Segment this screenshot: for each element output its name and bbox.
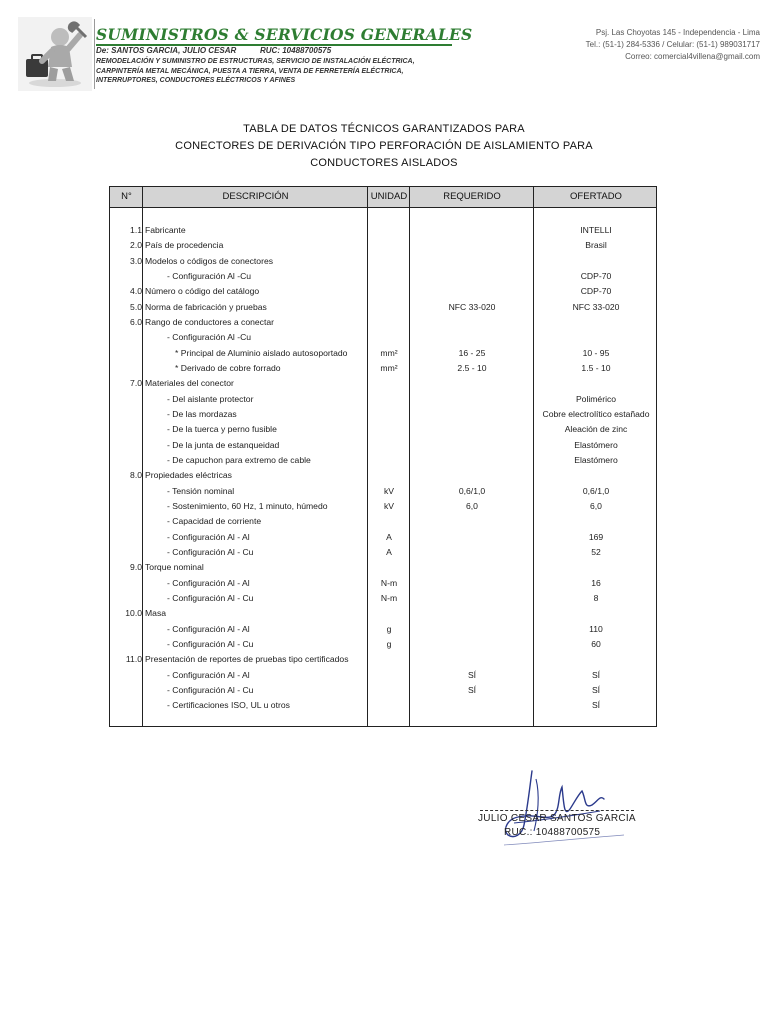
row-description: Fabricante: [145, 225, 186, 235]
table-row: [110, 530, 656, 545]
row-offered: Cobre electrolítico estañado: [542, 408, 650, 419]
row-description: Modelos o códigos de conectores: [145, 255, 274, 266]
title-line-2: CONECTORES DE DERIVACIÓN TIPO PERFORACIÓN DE AISLAMIENTO PARA: [175, 140, 593, 152]
title-line-1: TABLA DE DATOS TÉCNICOS GARANTIZADOS PARA: [243, 123, 525, 135]
row-unit: kV: [383, 500, 395, 511]
row-offered: 52: [591, 546, 601, 557]
row-number: 9.0: [130, 562, 142, 573]
table-row: [110, 698, 656, 713]
row-description: - Del aislante protector: [167, 393, 254, 404]
row-offered: SÍ: [591, 684, 601, 695]
table-row: [110, 223, 656, 238]
header-unit: UNIDAD: [370, 191, 408, 202]
row-required: 2.5 - 10: [457, 362, 487, 373]
row-required: SÍ: [467, 669, 477, 680]
table-row: [110, 254, 656, 269]
row-description: * Principal de Aluminio aislado autosoportado: [175, 347, 348, 358]
row-offered: 10 - 95: [582, 347, 610, 358]
table-row: [110, 576, 656, 591]
table-row: [110, 407, 656, 422]
contact-address: Psj. Las Choyotas 145 - Independencia - Lima: [595, 28, 760, 37]
table-row: [110, 284, 656, 299]
table-row: [110, 438, 656, 453]
row-unit: A: [386, 531, 392, 542]
table-row: [110, 652, 656, 667]
row-description: - Certificaciones ISO, UL u otros: [167, 700, 290, 711]
company-name: SUMINISTROS & SERVICIOS GENERALES: [96, 25, 473, 44]
table-row: [110, 346, 656, 361]
row-number: 1.1: [130, 225, 142, 235]
contact-block: [586, 27, 760, 63]
row-unit: N-m: [380, 577, 398, 588]
row-required: NFC 33-020: [448, 301, 496, 312]
row-description: - Capacidad de corriente: [167, 516, 262, 527]
row-unit: kV: [383, 485, 395, 496]
row-number: 10.0: [125, 608, 142, 619]
row-unit: g: [386, 638, 392, 649]
row-description: - Configuración Al - Al: [167, 577, 250, 588]
row-unit: A: [386, 546, 392, 557]
table-row: [110, 622, 656, 637]
table-row: [110, 376, 656, 391]
row-required: SÍ: [467, 684, 477, 695]
row-offered: 110: [589, 623, 603, 634]
title-line-3: CONDUCTORES AISLADOS: [310, 157, 458, 169]
table-row: [110, 545, 656, 560]
row-description: Torque nominal: [145, 562, 204, 573]
document-title: [100, 121, 668, 172]
row-offered: 60: [591, 638, 601, 649]
row-number: 2.0: [130, 240, 142, 251]
row-description: Masa: [145, 608, 167, 619]
table-row: [110, 238, 656, 253]
row-offered: NFC 33-020: [572, 301, 620, 312]
row-description: - Sostenimiento, 60 Hz, 1 minuto, húmedo: [167, 500, 328, 511]
row-required: 6,0: [466, 500, 478, 511]
table-row: [110, 668, 656, 683]
row-description: - Configuración Al -Cu: [167, 270, 252, 281]
row-description: - De la junta de estanqueidad: [167, 439, 280, 450]
row-unit: mm²: [380, 347, 398, 358]
letterhead: [18, 17, 760, 93]
row-offered: INTELLI: [580, 225, 612, 235]
row-offered: Elastómero: [574, 454, 618, 465]
row-number: 8.0: [130, 470, 142, 481]
row-required: 16 - 25: [458, 347, 486, 358]
contact-email: Correo: comercial4villena@gmail.com: [625, 52, 760, 61]
row-description: - Configuración Al - Cu: [167, 546, 254, 557]
row-unit: g: [386, 623, 392, 634]
row-offered: 169: [588, 531, 604, 542]
row-description: - Configuración Al - Cu: [167, 684, 254, 695]
table-row: [110, 330, 656, 345]
table-row: [110, 637, 656, 652]
row-description: Rango de conductores a conectar: [145, 316, 274, 327]
table-header: [110, 187, 656, 208]
row-number: 5.0: [130, 301, 142, 312]
row-description: Norma de fabricación y pruebas: [145, 301, 267, 312]
table-row: [110, 468, 656, 483]
row-description: - De la tuerca y perno fusible: [167, 424, 277, 435]
row-description: País de procedencia: [145, 240, 224, 251]
header-num: N°: [121, 191, 132, 202]
header-required: REQUERIDO: [443, 191, 501, 202]
owner-ruc: RUC: 10488700575: [260, 46, 332, 55]
header-offered: OFERTADO: [570, 191, 622, 202]
company-logo: [18, 17, 92, 91]
row-offered: SÍ: [591, 669, 601, 680]
row-description: - Tensión nominal: [167, 485, 235, 496]
row-required: 0,6/1,0: [458, 485, 486, 496]
table-row: [110, 315, 656, 330]
table-row: [110, 300, 656, 315]
row-description: Propiedades eléctricas: [145, 470, 232, 481]
table-row: [110, 560, 656, 575]
row-number: 6.0: [130, 316, 142, 327]
header-description: DESCRIPCIÓN: [222, 191, 289, 202]
row-offered: Elastómero: [574, 439, 618, 450]
table-row: [110, 514, 656, 529]
row-description: Materiales del conector: [145, 378, 234, 389]
signature-block: [474, 765, 644, 855]
row-offered: Aleación de zinc: [564, 424, 628, 435]
table-row: [110, 392, 656, 407]
row-description: - Configuración Al -Cu: [167, 332, 252, 343]
row-unit: N-m: [380, 592, 398, 603]
signer-name: JULIO CESAR SANTOS GARCIA: [478, 813, 636, 824]
signer-ruc: RUC.: 10488700575: [504, 827, 601, 838]
table-row: [110, 591, 656, 606]
row-offered: 0,6/1,0: [582, 485, 610, 496]
row-description: - Configuración Al - Al: [167, 669, 250, 680]
row-offered: SÍ: [591, 700, 601, 711]
row-offered: 6,0: [590, 500, 602, 511]
row-offered: Polimérico: [575, 393, 617, 404]
table-row: [110, 453, 656, 468]
logo-divider: [94, 19, 95, 89]
row-offered: CDP-70: [580, 270, 612, 281]
row-description: - Configuración Al - Cu: [167, 592, 254, 603]
row-unit: mm²: [380, 362, 398, 373]
row-number: 7.0: [130, 378, 142, 389]
table-row: [110, 361, 656, 376]
worker-with-tools-icon: [18, 17, 92, 91]
contact-phones: Tel.: (51-1) 284-5336 / Celular: (51-1) 989031717: [585, 40, 760, 49]
owner-line: [96, 46, 332, 55]
row-offered: 8: [593, 592, 599, 603]
row-description: - Configuración Al - Al: [167, 623, 250, 634]
row-offered: 1.5 - 10: [581, 362, 611, 373]
services-description: REMODELACIÓN Y SUMINISTRO DE ESTRUCTURAS, SERVICIO DE INSTALACIÓN ELÉCTRICA, CARPINTERÍA METAL MECÁNICA, PUESTA A TIERRA, VENTA DE FERRETERÍA ELÉCTRICA, INTERRUPTORES, CONDUCTORES ELÉCTRICOS Y AFINES: [96, 58, 415, 85]
row-offered: 16: [591, 577, 601, 588]
row-number: 11.0: [125, 654, 142, 665]
row-description: Número o código del catálogo: [145, 286, 260, 297]
row-description: - De las mordazas: [167, 408, 237, 419]
row-description: Presentación de reportes de pruebas tipo certificados: [145, 654, 349, 665]
row-description: - De capuchon para extremo de cable: [167, 454, 311, 465]
table-row: [110, 683, 656, 698]
row-description: - Configuración Al - Al: [167, 531, 250, 542]
row-offered: CDP-70: [580, 286, 612, 297]
table-row: [110, 499, 656, 514]
table-row: [110, 484, 656, 499]
table-row: [110, 606, 656, 621]
table-row: [110, 422, 656, 437]
owner-name: De: SANTOS GARCIA, JULIO CESAR: [96, 46, 237, 55]
row-offered: Brasil: [585, 240, 607, 251]
row-number: 3.0: [130, 255, 142, 266]
row-number: 4.0: [130, 286, 142, 297]
row-description: - Configuración Al - Cu: [167, 638, 254, 649]
technical-data-table: [109, 186, 657, 727]
row-description: * Derivado de cobre forrado: [175, 362, 281, 373]
signature-line: [480, 810, 634, 811]
table-row: [110, 269, 656, 284]
